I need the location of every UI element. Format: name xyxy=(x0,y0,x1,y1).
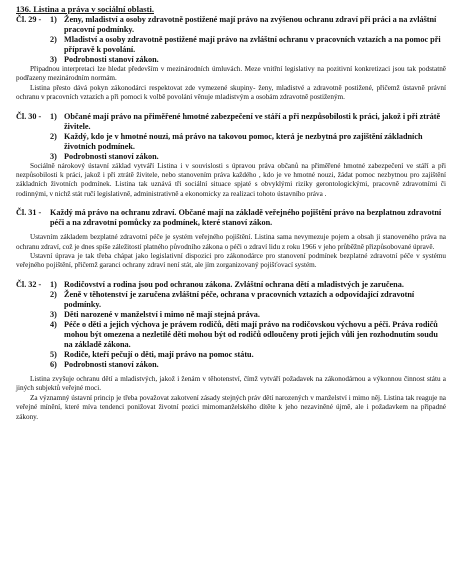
list-item: 3) Děti narozené v manželství i mimo ně mají stejná práva. xyxy=(50,309,260,319)
article-29-items xyxy=(50,15,446,65)
article-32-number: Čl. 32 - xyxy=(16,279,42,289)
commentary-paragraph: Ustavní úprava je tak třeba chápat jako legislativní dispozici pro zákonodárce pro stanovení podmínek bezplatné zdravotní péče v systému veřejného pojištění, přičemž garanci ochrany zdraví není stát, ale jím zorganizovaný pojišťovací systém. xyxy=(16,252,446,270)
commentary-paragraph: Připadnou interpretaci lze hledat především v mezinárodních úmluvách. Meze vnitřní legislativy na pozitivní konkretizaci jsou tak podstatně podřazeny mezinárodním normám. xyxy=(16,65,446,83)
list-item: 1) Občané mají právo na přiměřené hmotné zabezpečení ve stáří a při nezpůsobilosti k práci, jakož i při ztrátě živitele. xyxy=(50,111,441,131)
list-item: 2) Mladiství a osoby zdravotně postižené mají právo na zvláštní ochranu v pracovních vztazích a na pomoc při přípravě k povolání. xyxy=(50,35,441,54)
article-29 xyxy=(16,15,446,65)
article-32 xyxy=(16,280,446,370)
article-32-items xyxy=(50,280,446,370)
article-30-number: Čl. 30 - xyxy=(16,111,42,121)
article-31 xyxy=(16,208,446,228)
list-item: 4) Péče o děti a jejich výchova je právem rodičů, děti mají právo na rodičovskou výchovu a péči. Práva rodičů mohou být omezena a nezletilé děti mohou být od rodičů odloučeny proti jejich vůli jen rozhodnutím soudu na základě zákona. xyxy=(50,319,438,349)
list-item: 1) Ženy, mladiství a osoby zdravotně postižené mají právo na zvýšenou ochranu zdraví při práci a na zvláštní pracovní podmínky. xyxy=(50,15,437,34)
document-page xyxy=(16,4,446,422)
commentary-paragraph: Listina přesto dává pokyn zákonodárci respektovat zde vymezené skupiny- ženy, mladistvé a zdravotně postižené, přičemž ústavně právní ochranu v pracovních vztazích a při pomoci k volbě povolání věnuje mladistvým a osobám zdravotně postiženým. xyxy=(16,83,446,102)
list-item: 1) Rodičovství a rodina jsou pod ochranou zákona. Zvláštní ochrana dětí a mladistvých je zaručena. xyxy=(50,279,404,289)
list-item: 2) Každý, kdo je v hmotné nouzi, má právo na takovou pomoc, která je nezbytná pro zajištění základních životních podmínek. xyxy=(50,131,423,151)
article-31-text: Každý má právo na ochranu zdraví. Občané mají na základě veřejného pojištění právo na bezplatnou zdravotní péči a na zdravotní pomůcky za podmínek, které stanoví zákon. xyxy=(50,208,442,228)
article-29-number: Čl. 29 - xyxy=(16,15,42,24)
commentary-paragraph: Sociálně nárokový ústavní základ vytváří Listina i v souvislosti s úpravou práva občanů na přiměřené hmotné zabezpečení ve stáří a při nezpůsobilosti k práci, jakož i při ztrátě živitele, nebo stanovením práva každého , kdo je ve hmotné nouzi, žádat pomoc nezbytnou pro zajištění základních životních podmínek. Listina tak uznává tři sociální situace spjaté s obvyklými riziky gerontologickými, pracovně zdravotními či rodinnými, v nichž stát ručí legislativně, administrativně a ekonomicky za realizaci tohoto ústavního práva . xyxy=(16,161,446,198)
list-item: 3) Podrobnosti stanoví zákon. xyxy=(50,55,159,64)
list-item: 2) Ženě v těhotenství je zaručena zvláštní péče, ochrana v pracovních vztazích a odpovídající zdravotní podmínky. xyxy=(50,289,415,309)
article-31-number: Čl. 31 - xyxy=(16,208,42,218)
commentary-paragraph: Ustavním základem bezplatné zdravotní péče je systém veřejného pojištění. Listina sama nevymezuje pojem a obsah ji stanoveného práva na ochranu zdraví, což je dnes spíše záležitostí platného původního zákona o péči o zdraví lidu z roku 1966 v jeho průběžně přizpůsobované úpravě. xyxy=(16,233,446,251)
commentary-paragraph: Za významný ústavní princip je třeba považovat zakotvení zásady stejných práv dětí narozených v manželství i mimo něj. Listina tak reaguje na veřejné mínění, které míva tendenci ponižovat životní pozici mimomanželského dítěte k jeho nezaviněné újmě, ale i požadavkem na připadné zákony. xyxy=(16,393,446,421)
list-item: 3) Podrobnosti stanoví zákon. xyxy=(50,151,159,161)
article-30 xyxy=(16,112,446,162)
article-30-items xyxy=(50,112,446,162)
list-item: 5) Rodiče, kteří pečují o děti, mají právo na pomoc státu. xyxy=(50,349,254,359)
commentary-paragraph: Listina zvyšuje ochranu dětí a mladistvých, jakož i ženám v těhotenství, čímž vytváří požadavek na zákonodárnou a výkonnou činnost státu a jiných subjektů veřejné moci. xyxy=(16,374,446,393)
section-title: 136. Listina a práva v sociální oblasti. xyxy=(16,4,154,14)
list-item: 6) Podrobnosti stanoví zákon. xyxy=(50,359,159,369)
